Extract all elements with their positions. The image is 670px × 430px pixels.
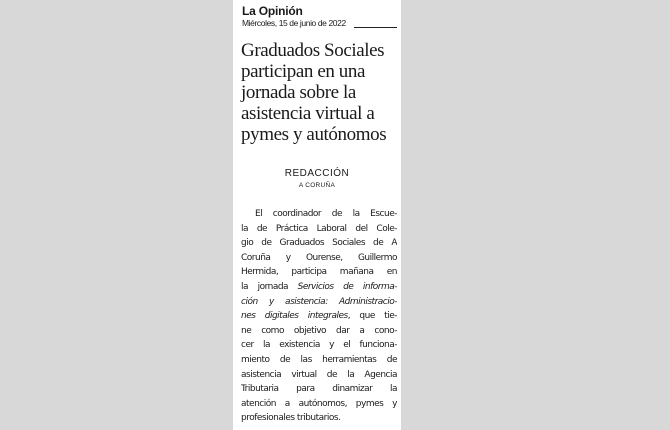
headline-line: jornada sobre la [241, 82, 356, 103]
publication-date: Miércoles, 15 de junio de 2022 [242, 18, 346, 28]
text-segment: asistencia virtual de la Agencia [241, 369, 397, 380]
text-segment: Coruña y Ourense, Guillermo [241, 252, 397, 263]
text-segment: cer la existencia y el funciona- [241, 340, 397, 351]
body-text-line [241, 353, 397, 368]
text-segment: la jornada [241, 281, 298, 292]
headline-line: pymes y autónomos [241, 124, 387, 145]
body-text-line [241, 368, 397, 383]
article-body [241, 207, 397, 426]
body-text-line [241, 382, 397, 397]
body-text-line [241, 236, 397, 251]
text-segment: la de Práctica Laboral del Cole- [241, 223, 397, 234]
text-segment: gio de Graduados Sociales de A [241, 238, 397, 249]
italic-text-segment: Servicios de informa- [297, 281, 397, 292]
article-location: A CORUÑA [298, 182, 336, 189]
body-text-line [241, 397, 397, 412]
headline-line: Graduados Sociales [241, 40, 385, 61]
body-text-line [241, 251, 397, 266]
headline-line: participan en una [241, 61, 366, 82]
text-segment: profesionales tributarios. [241, 413, 341, 424]
article-headline [241, 40, 401, 145]
text-segment: , que tie- [347, 311, 397, 322]
text-segment: Hermida, participa mañana en [241, 267, 397, 278]
body-text-line [241, 265, 397, 280]
newspaper-masthead: La Opinión [242, 4, 303, 18]
body-text-line [241, 295, 397, 310]
body-text-line [241, 309, 397, 324]
text-segment: El coordinador de la Escue- [255, 209, 397, 219]
body-text-line [241, 338, 397, 353]
headline-line: asistencia virtual a [241, 103, 375, 124]
body-text-line [241, 222, 397, 237]
italic-text-segment: ción y asistencia: Administracio- [241, 296, 397, 307]
italic-text-segment: nes digitales integrales [241, 311, 348, 322]
text-segment: Tributaria para dinamizar la [241, 384, 397, 395]
text-segment: ne como objetivo dar a cono- [241, 325, 397, 336]
date-rule-divider [354, 27, 397, 28]
body-text-line [241, 411, 397, 426]
text-segment: miento de las herramientas de [241, 354, 397, 365]
text-segment: atención a autónomos, pymes y [241, 398, 397, 409]
body-text-line [241, 324, 397, 339]
body-text-line [241, 280, 397, 295]
body-text-line [241, 207, 397, 222]
article-byline: REDACCIÓN [284, 168, 350, 179]
newspaper-clipping [233, 0, 401, 430]
